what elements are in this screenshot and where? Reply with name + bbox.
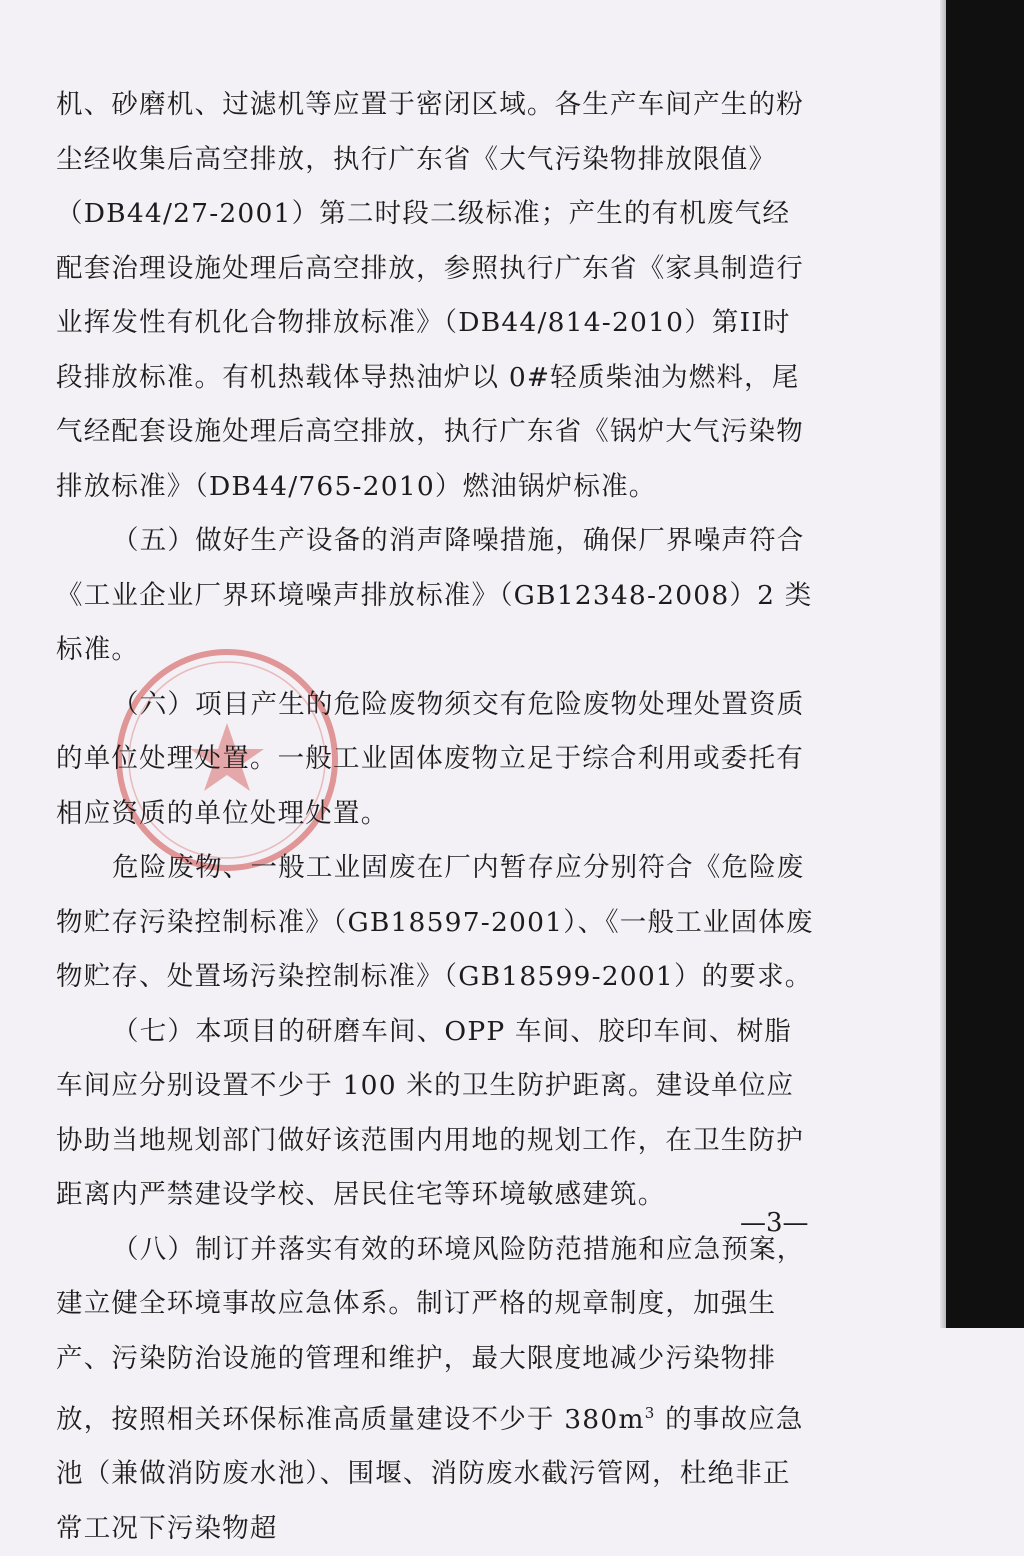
document-page	[56, 78, 816, 1556]
paragraph-continuation: 机、砂磨机、过滤机等应置于密闭区域。各生产车间产生的粉尘经收集后高空排放，执行广东省《大气污染物排放限值》（DB44/27-2001）第二时段二级标准；产生的有机废气经配套治理设施处理后高空排放，参照执行广东省《家具制造行业挥发性有机化合物排放标准》（DB44/814-2010）第II时段排放标准。有机热载体导热油炉以 0#轻质柴油为燃料，尾气经配套设施处理后高空排放，执行广东省《锅炉大气污染物排放标准》（DB44/765-2010）燃油锅炉标准。	[56, 78, 816, 514]
page-number: —3—	[740, 1208, 809, 1238]
item-8-superscript: 3	[645, 1404, 656, 1422]
item-8-text-before: （八）制订并落实有效的环境风险防范措施和应急预案，建立健全环境事故应急体系。制订严格的规章制度，加强生产、污染防治设施的管理和维护，最大限度地减少污染物排放，按照相关环保标准高质量建设不少于 380m	[56, 1234, 805, 1435]
paragraph-item-7: （七）本项目的研磨车间、OPP 车间、胶印车间、树脂车间应分别设置不少于 100 米的卫生防护距离。建设单位应协助当地规划部门做好该范围内用地的规划工作，在卫生防护距离内严禁建设学校、居民住宅等环境敏感建筑。	[56, 1005, 816, 1223]
scan-black-border	[946, 0, 1024, 1328]
paragraph-item-6: （六）项目产生的危险废物须交有危险废物处理处置资质的单位处理处置。一般工业固体废物立足于综合利用或委托有相应资质的单位处理处置。	[56, 678, 816, 842]
paragraph-item-8	[56, 1223, 816, 1556]
paragraph-item-6-storage: 危险废物、一般工业固废在厂内暂存应分别符合《危险废物贮存污染控制标准》（GB18597-2001）、《一般工业固体废物贮存、处置场污染控制标准》（GB18599-2001）的要求。	[56, 841, 816, 1005]
item-8-text-after: 的事故应急池（兼做消防废水池）、围堰、消防废水截污管网，杜绝非正常工况下污染物超	[56, 1404, 804, 1544]
paragraph-item-5: （五）做好生产设备的消声降噪措施，确保厂界噪声符合《工业企业厂界环境噪声排放标准》（GB12348-2008）2 类标准。	[56, 514, 816, 678]
